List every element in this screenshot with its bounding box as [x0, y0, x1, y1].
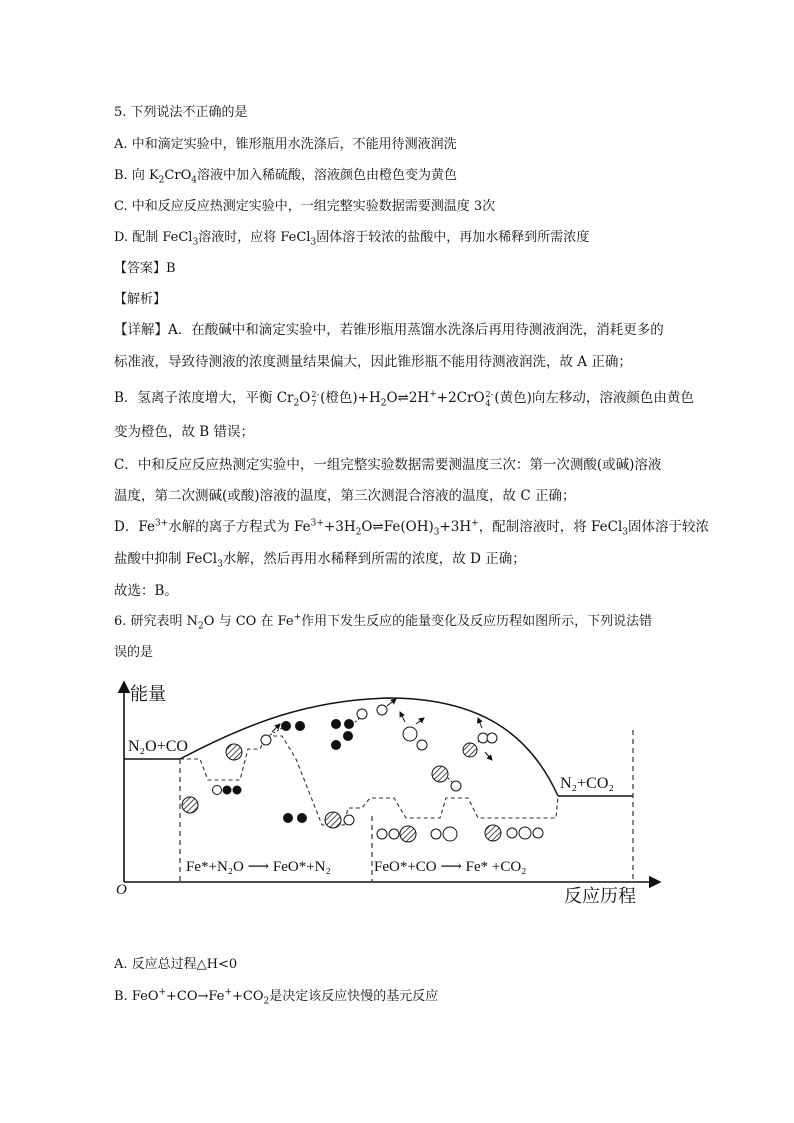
q6-option-a: A. 反应总过程△H<0 — [114, 957, 238, 972]
n2o-molecule-icon — [213, 786, 242, 795]
feo-atom-icon — [325, 812, 341, 828]
q5-option-d: D. 配制 FeCl$_3$溶液时，应将 FeCl$_3$固体溶于较浓的盐酸中，再加水稀释到所需浓度 — [114, 230, 590, 248]
energy-diagram — [100, 672, 680, 917]
step2-label: FeO*+CO ⟶ Fe* +CO₂ — [374, 859, 527, 875]
q5-detail-d-line2: 盐酸中抑制 FeCl$_3$水解，然后再用水稀释到所需的浓度，故 D 正确； — [114, 551, 526, 570]
q5-detail-a-line2: 标准液，导致待测液的浓度测量结果偏大，因此锥形瓶不能用待测液润洗，故 A 正确； — [114, 354, 632, 370]
q5-conclusion: 故选：B。 — [114, 583, 178, 599]
product-label: N₂+CO₂ — [560, 775, 614, 792]
q5-detail-b-line2: 变为橙色，故 B 错误； — [114, 424, 255, 440]
q5-stem: 5. 下列说法不正确的是 — [114, 105, 248, 120]
q5-detail-a-line1: 【详解】A．在酸碱中和滴定实验中，若锥形瓶用蒸馏水洗涤后再用待测液润洗，消耗更多的 — [114, 322, 664, 338]
step1-label: Fe*+N₂O ⟶ FeO*+N₂ — [186, 859, 331, 875]
fe-oxide-transition-icon — [377, 699, 427, 750]
feo-co-icon — [377, 826, 457, 842]
x-axis-label: 反应历程 — [564, 886, 636, 906]
q5-detail-c-line1: C．中和反应反应热测定实验中，一组完整实验数据需要测温度三次：第一次测酸(或碱)溶液 — [114, 457, 662, 473]
q6-stem-line1: 6. 研究表明 $N_2O$ 与 CO 在 Fe+作用下发生反应的能量变化及反应历程如图所示，下列说法错 — [114, 612, 653, 632]
feo-co-complex-icon — [432, 766, 461, 791]
q6-stem-line2: 误的是 — [114, 645, 154, 660]
q5-option-c: C. 中和反应反应热测定实验中，一组完整实验数据需要测温度 3次 — [114, 199, 496, 214]
q6-option-b: B. $FeO^++CO\to Fe^++CO_2$是决定该反应快慢的基元反应 — [114, 987, 439, 1007]
co-transition-icon — [463, 718, 497, 760]
transition-state-2-icon — [331, 709, 367, 750]
y-axis-label: 能量 — [130, 684, 166, 704]
fe-atom-icon — [226, 744, 242, 760]
o-atom-icon — [344, 815, 354, 825]
origin-label: O — [116, 882, 127, 898]
q5-detail-d-line1: D．$Fe^{3+}$水解的离子方程式为 $Fe^{3+}+3H_2O\rightleftharpoons Fe(OH)_3+3H^+$，配制溶液时，将 FeCl$_3$固体溶于较浓 — [114, 518, 709, 538]
fe-co2-icon — [485, 825, 543, 841]
q5-detail-c-line2: 温度，第二次测碱(或酸)溶液的温度，第三次测混合溶液的温度，故 C 正确； — [114, 488, 576, 504]
n2-molecule-icon — [283, 813, 307, 823]
q5-option-a: A. 中和滴定实验中，锥形瓶用水洗涤后，不能用待测液润洗 — [114, 137, 457, 152]
q5-analysis-heading: 【解析】 — [114, 292, 167, 307]
fe-atom-icon — [182, 797, 198, 813]
q5-detail-b-line1: B．氢离子浓度增大，平衡 $Cr_2O$ 2- 7 (橙色)$+H_2O\rightleftharpoons 2H^++2CrO$ 2- 4 (黄色)向左移动，溶液颜色由黄色 — [114, 389, 694, 409]
q5-option-b: B. 向 $K_2CrO_4$溶液中加入稀硫酸，溶液颜色由橙色变为黄色 — [114, 168, 457, 186]
transition-state-1-icon — [261, 721, 305, 745]
reactant-label: N₂O+CO — [128, 738, 188, 755]
q5-answer: 【答案】B — [114, 261, 176, 276]
